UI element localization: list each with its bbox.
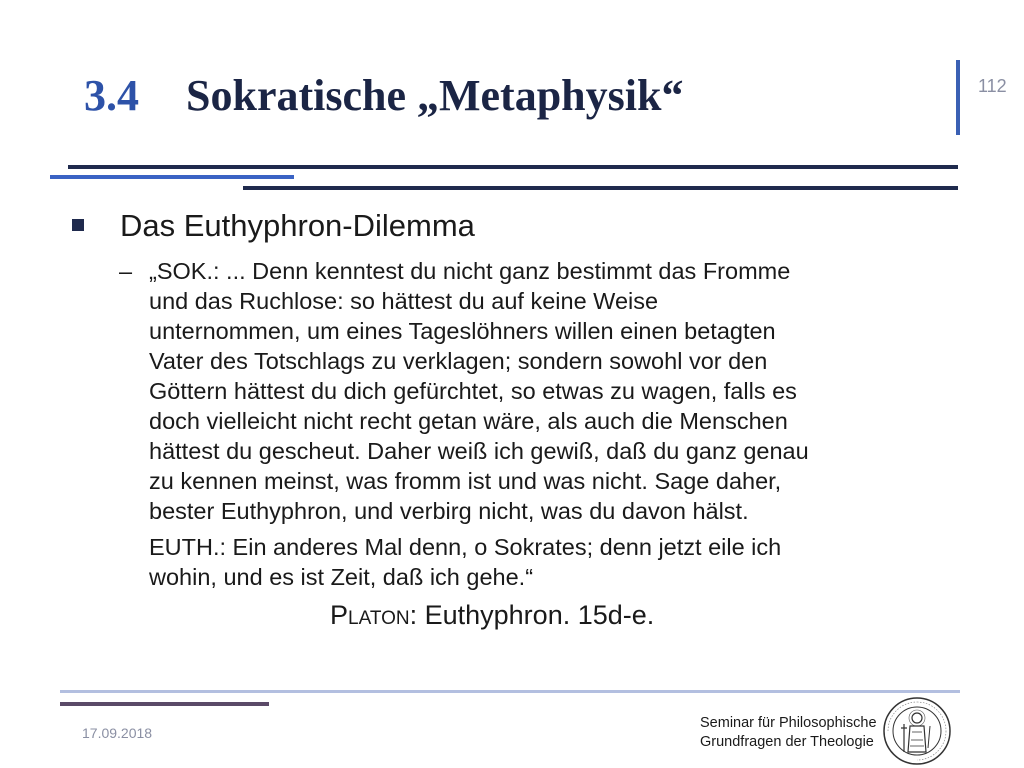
bullet-heading	[72, 208, 475, 244]
citation-author: Platon	[330, 600, 410, 630]
citation	[330, 600, 654, 631]
citation-source: : Euthyphron. 15d-e.	[409, 600, 655, 630]
footer-organization	[700, 714, 877, 752]
university-seal-icon	[882, 696, 952, 766]
dash-bullet-icon: –	[119, 258, 133, 284]
section-number: 3.4	[84, 71, 139, 120]
header-rule-bottom	[243, 186, 958, 190]
header-rule-accent	[50, 175, 294, 179]
footer-org-line-1: Seminar für Philosophische	[700, 715, 877, 731]
square-bullet-icon	[72, 219, 84, 231]
title-divider	[956, 60, 960, 135]
title-text: Sokratische „Metaphysik“	[186, 71, 684, 120]
footer-date: 17.09.2018	[82, 725, 153, 741]
header-rule-top	[68, 165, 958, 169]
slide-number: 112	[978, 76, 1007, 96]
footer-rule-accent	[60, 702, 269, 706]
quote-paragraph-2: EUTH.: Ein anderes Mal denn, o Sokrates; denn jetzt eile ich wohin, und es ist Zeit, daß ich gehe.“	[149, 534, 782, 590]
slide-title	[84, 70, 683, 121]
footer-rule	[60, 690, 960, 693]
bullet-heading-text: Das Euthyphron-Dilemma	[120, 208, 475, 243]
footer-org-line-2: Grundfragen der Theologie	[700, 734, 874, 750]
quote-block	[119, 256, 939, 598]
quote-paragraph-1: „SOK.: ... Denn kenntest du nicht ganz bestimmt das Fromme und das Ruchlose: so hättest du auf keine Weise unternommen, um eines Tageslöhners willen einen betagten Vater des Totschlags zu verklagen; sondern sowohl vor den Göttern hättest du dich gefürchtet, so etwas zu wagen, falls es doch vielleicht nicht recht getan wäre, als auch die Menschen hättest du gescheut. Daher weiß ich gewiß, daß du ganz genau zu kennen meinst, was fromm ist und was nicht. Sage daher, bester Euthyphron, und verbirg nicht, was du davon hälst.	[149, 258, 809, 524]
